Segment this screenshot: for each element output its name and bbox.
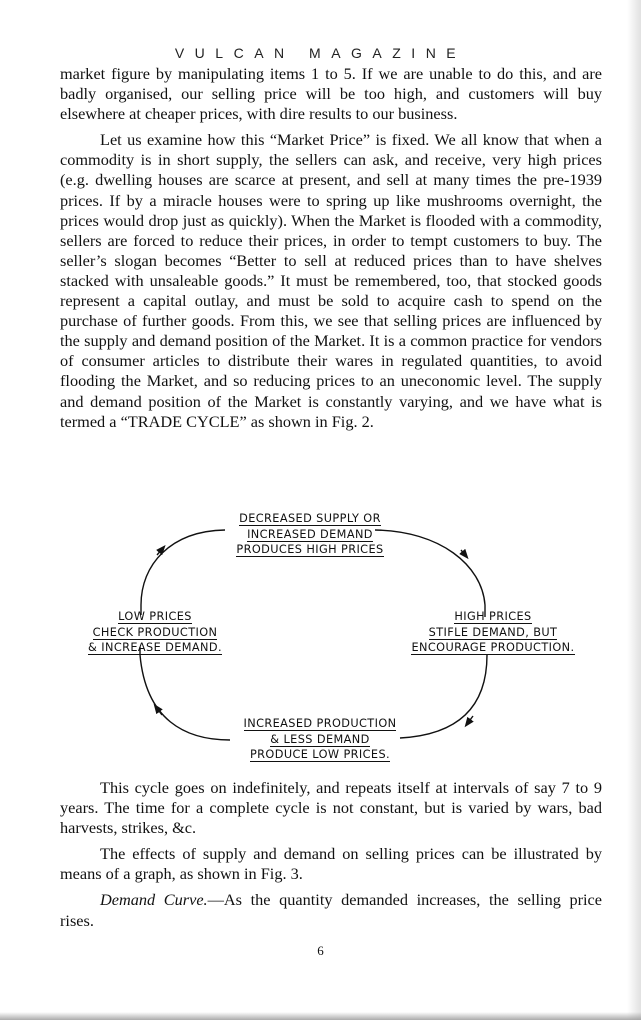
label-line: LOW PRICES: [118, 610, 192, 623]
label-high-prices-effect: [388, 609, 598, 656]
label-line: INCREASED DEMAND: [247, 527, 373, 541]
label-line: ENCOURAGE PRODUCTION.: [411, 641, 575, 655]
page-edge-shadow: [627, 0, 641, 1020]
body-text-bottom: [60, 778, 602, 931]
label-line: DECREASED SUPPLY OR: [239, 512, 381, 525]
label-line: PRODUCE LOW PRICES.: [249, 748, 391, 762]
label-high-prices-cause: [200, 511, 420, 558]
demand-curve-text: —As the quantity demanded increases, the selling price rises.: [60, 890, 603, 930]
label-line: INCREASED PRODUCTION: [243, 717, 397, 730]
paragraph-graph: The effects of supply and demand on selling prices can be illustrated by means of a graph, as shown in Fig. 3.: [60, 844, 602, 884]
label-low-prices-effect: [60, 609, 250, 656]
paragraph-market-price: Let us examine how this “Market Price” is fixed. We all know that when a commodity is in short supply, the sellers can ask, and receive, very high prices (e.g. dwelling houses are scarce at present, and sell at many times the pre-1939 prices. If by a miracle houses were to spring up like mushrooms overnight, the prices would drop just as quickly). When the Market is flooded with a commodity, sellers are forced to reduce their prices, in order to tempt customers to buy. The seller’s slogan becomes “Better to sell at reduced prices than to have shelves stacked with unsaleable goods.” It must be remembered, too, that stocked goods represent a capital outlay, and must be sold to acquire cash to spend on the purchase of further goods. From this, we see that selling prices are influenced by the supply and demand position of the Market. It is a common practice for vendors of consumer articles to distribute their wares in regulated quantities, to avoid flooding the Market, and so reducing prices to an uneconomic level. The supply and demand position of the Market is constantly varying, and we have what is termed a “TRADE CYCLE” as shown in Fig. 2.: [60, 130, 602, 431]
label-line: & INCREASE DEMAND.: [88, 641, 222, 655]
demand-curve-heading: Demand Curve.: [100, 890, 208, 910]
page-number: 6: [317, 943, 324, 958]
page-bottom-edge: [0, 1012, 641, 1020]
trade-cycle-diagram: [0, 505, 641, 770]
paragraph-continuation: market figure by manipulating items 1 to 5. If we are unable to do this, and are badly organised, our selling price will be too high, and customers will buy elsewhere at cheaper prices, with dire results to our business.: [60, 64, 602, 124]
label-line: & LESS DEMAND: [270, 732, 370, 746]
label-line: STIFLE DEMAND, BUT: [428, 625, 558, 639]
label-line: CHECK PRODUCTION: [92, 625, 218, 639]
body-text-top: [60, 64, 602, 432]
running-head: VULCAN MAGAZINE: [174, 45, 467, 61]
label-line: HIGH PRICES: [454, 610, 532, 623]
label-line: PRODUCES HIGH PRICES: [236, 543, 384, 557]
label-low-prices-cause: [210, 716, 430, 763]
paragraph-cycle: This cycle goes on indefinitely, and repeats itself at intervals of say 7 to 9 years. The time for a complete cycle is not constant, but is varied by wars, bad harvests, strikes, &c.: [60, 778, 602, 838]
paragraph-demand-curve: [60, 890, 602, 930]
